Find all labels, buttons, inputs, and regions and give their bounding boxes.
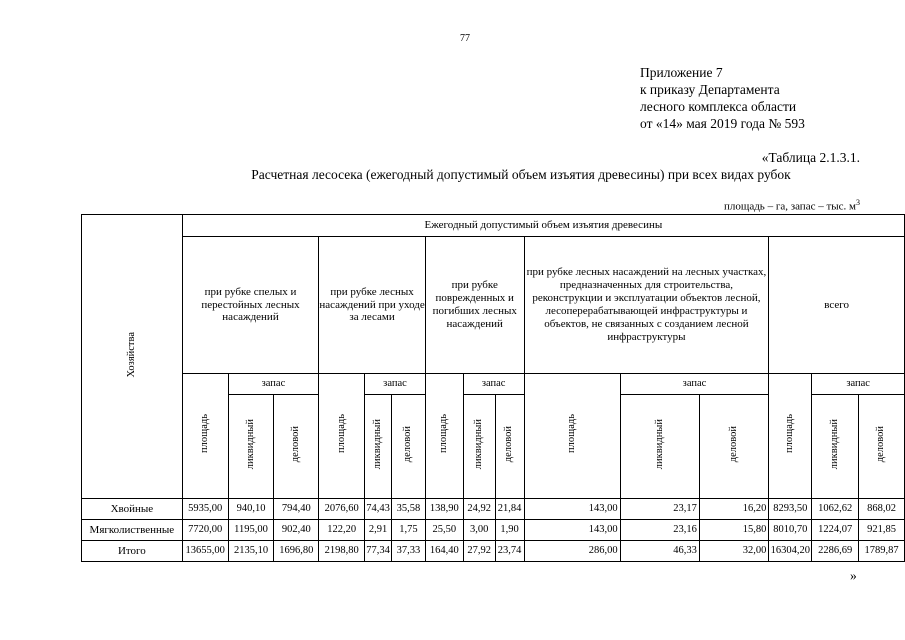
- table-label: «Таблица 2.1.3.1.: [761, 150, 860, 165]
- stock-header: запас: [228, 374, 319, 395]
- business-label: деловой: [402, 426, 414, 463]
- area-label: площадь: [784, 414, 796, 454]
- table-cell: 32,00: [699, 541, 768, 562]
- business-header: [859, 395, 905, 499]
- row-name: Мягколиственные: [82, 520, 183, 541]
- table-cell: 23,74: [495, 541, 524, 562]
- table-cell: 940,10: [228, 499, 274, 520]
- table-cell: 16,20: [699, 499, 768, 520]
- forest-cut-table: [81, 214, 905, 562]
- liquid-header: [365, 395, 392, 499]
- table-cell: 35,58: [392, 499, 426, 520]
- table-cell: 23,16: [620, 520, 699, 541]
- table-cell: 7720,00: [182, 520, 228, 541]
- document-title: Расчетная лесосека (ежегодный допустимый объем изъятия древесины) при всех видах рубок: [251, 167, 791, 182]
- table-cell: 1224,07: [812, 520, 859, 541]
- business-label: деловой: [503, 426, 515, 463]
- stock-header: запас: [812, 374, 905, 395]
- row-header-label: Хозяйства: [125, 331, 137, 378]
- area-label: площадь: [565, 414, 577, 454]
- table-cell: 1696,80: [274, 541, 319, 562]
- table-cell: 74,43: [365, 499, 392, 520]
- table-cell: 794,40: [274, 499, 319, 520]
- table-cell: 13655,00: [182, 541, 228, 562]
- table-cell: 2076,60: [319, 499, 365, 520]
- liquid-label: ликвидный: [828, 419, 840, 470]
- table-cell: 27,92: [463, 541, 495, 562]
- table-cell: 1,90: [495, 520, 524, 541]
- liquid-label: ликвидный: [371, 419, 383, 470]
- table-cell: 77,34: [365, 541, 392, 562]
- units-superscript: 3: [856, 198, 860, 207]
- group-header-thinning: при рубке лесных насаждений при уходе за лесами: [319, 237, 426, 374]
- table-cell: 16304,20: [769, 541, 812, 562]
- table-cell: 25,50: [425, 520, 463, 541]
- stock-header: запас: [365, 374, 426, 395]
- table-cell: 1062,62: [812, 499, 859, 520]
- table-cell: 5935,00: [182, 499, 228, 520]
- table-cell: 143,00: [524, 499, 620, 520]
- table-cell: 46,33: [620, 541, 699, 562]
- appendix-line-3: лесного комплекса области: [640, 99, 797, 114]
- row-name: Итого: [82, 541, 183, 562]
- stock-header: запас: [620, 374, 769, 395]
- appendix-line-1: Приложение 7: [640, 65, 723, 80]
- area-label: площадь: [438, 414, 450, 454]
- table-cell: 15,80: [699, 520, 768, 541]
- closing-quote: »: [850, 568, 857, 583]
- liquid-header: [812, 395, 859, 499]
- table-cell: 1195,00: [228, 520, 274, 541]
- table-row: [82, 520, 905, 541]
- table-cell: 2135,10: [228, 541, 274, 562]
- business-label: деловой: [875, 426, 887, 463]
- business-header: [495, 395, 524, 499]
- business-header: [392, 395, 426, 499]
- row-header-cell: [82, 215, 183, 499]
- liquid-header: [228, 395, 274, 499]
- table-cell: 23,17: [620, 499, 699, 520]
- liquid-label: ликвидный: [244, 419, 256, 470]
- table-cell: 2198,80: [319, 541, 365, 562]
- table-cell: 2,91: [365, 520, 392, 541]
- table-cell: 8293,50: [769, 499, 812, 520]
- main-header: Ежегодный допустимый объем изъятия древесины: [182, 215, 904, 237]
- table-cell: 138,90: [425, 499, 463, 520]
- area-header: [319, 374, 365, 499]
- table-row: [82, 499, 905, 520]
- row-name: Хвойные: [82, 499, 183, 520]
- table-cell: 1789,87: [859, 541, 905, 562]
- appendix-line-4: от «14» мая 2019 года № 593: [640, 116, 805, 131]
- table-cell: 3,00: [463, 520, 495, 541]
- group-header-total: всего: [769, 237, 905, 374]
- table-cell: 143,00: [524, 520, 620, 541]
- table-cell: 8010,70: [769, 520, 812, 541]
- table-cell: 122,20: [319, 520, 365, 541]
- group-header-mature: при рубке спелых и перестойных лесных насаждений: [182, 237, 319, 374]
- liquid-header: [620, 395, 699, 499]
- liquid-label: ликвидный: [473, 419, 484, 470]
- stock-header: запас: [463, 374, 524, 395]
- liquid-label: ликвидный: [653, 419, 665, 470]
- area-header: [182, 374, 228, 499]
- liquid-header: [463, 395, 495, 499]
- table-cell: 37,33: [392, 541, 426, 562]
- units-note: [724, 198, 860, 213]
- area-label: площадь: [335, 414, 347, 454]
- appendix-block: [640, 64, 805, 132]
- table-cell: 164,40: [425, 541, 463, 562]
- area-header: [769, 374, 812, 499]
- business-label: деловой: [290, 426, 302, 463]
- area-label: площадь: [199, 414, 210, 454]
- table-row: [82, 541, 905, 562]
- table-cell: 21,84: [495, 499, 524, 520]
- appendix-line-2: к приказу Департамента: [640, 82, 780, 97]
- group-header-construction: при рубке лесных насаждений на лесных участках, предназначенных для строительства, реконструкции и эксплуатации объектов лесной, лесоперерабатывающей инфраструктуры и объектов, не связанных с созданием лесной инфраструктуры: [524, 237, 769, 374]
- table-cell: 286,00: [524, 541, 620, 562]
- table-cell: 24,92: [463, 499, 495, 520]
- table-cell: 902,40: [274, 520, 319, 541]
- business-header: [274, 395, 319, 499]
- group-header-damaged: при рубке поврежденных и погибших лесных насаждений: [425, 237, 524, 374]
- business-label: деловой: [727, 426, 739, 463]
- business-header: [699, 395, 768, 499]
- table-cell: 2286,69: [812, 541, 859, 562]
- table-cell: 921,85: [859, 520, 905, 541]
- table-cell: 1,75: [392, 520, 426, 541]
- area-header: [524, 374, 620, 499]
- table-body: [82, 499, 905, 562]
- units-text: площадь – га, запас – тыс. м: [723, 200, 856, 213]
- table-cell: 868,02: [859, 499, 905, 520]
- page-number: 77: [460, 33, 470, 44]
- area-header: [425, 374, 463, 499]
